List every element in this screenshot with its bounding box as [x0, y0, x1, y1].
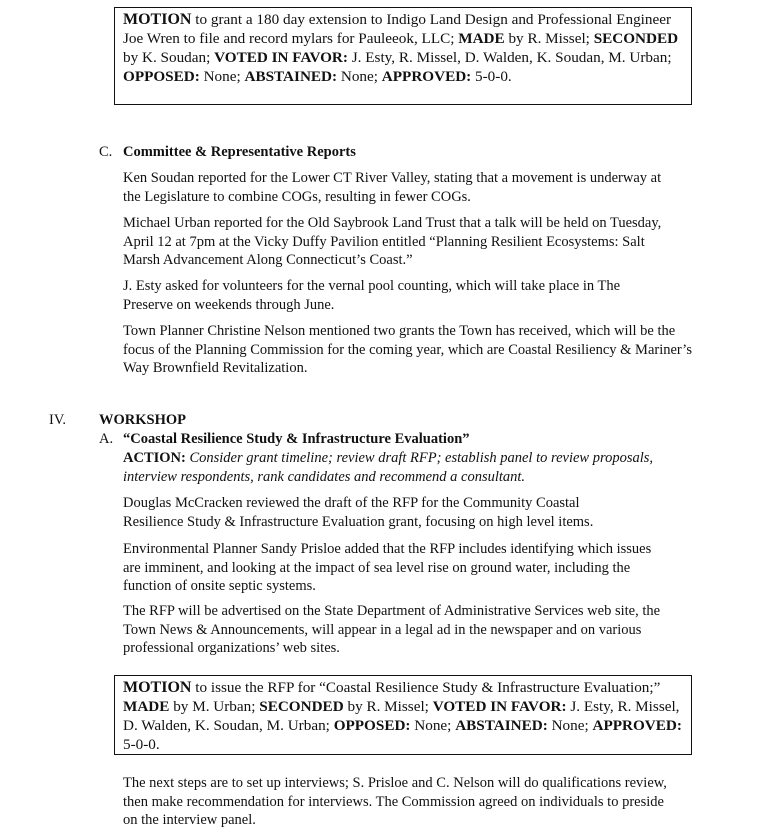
action-text: Consider grant timeline; review draft RFP; establish panel to review proposals, interview respondents, rank candidates and recommend a consultant.	[123, 450, 654, 485]
section-iv-title: WORKSHOP	[99, 412, 187, 428]
report-paragraph: J. Esty asked for volunteers for the vernal pool counting, which will take place in The Preserve on weekends through June.	[123, 278, 621, 313]
abstained-label: ABSTAINED:	[244, 68, 338, 85]
action-label: ACTION:	[123, 450, 186, 466]
closing-paragraph: The next steps are to set up interviews; S. Prisloe and C. Nelson will do qualifications review, then make recommendation for interviews. The Commission agreed on individuals to preside on the interview panel.	[123, 775, 667, 829]
motion-text: MOTION to issue the RFP for “Coastal Resilience Study & Infrastructure Evaluation;” MADE by M. Urban; SECONDED by R. Missel; VOTED IN FAVOR: J. Esty, R. Missel, D. Walden, K. Soudan, M. Urban; OPPOSED: None; ABSTAINED: None; APPROVED: 5-0-0.	[123, 679, 682, 753]
motion-box-extension	[114, 7, 692, 105]
workshop-paragraph: Douglas McCracken reviewed the draft of the RFP for the Community Coastal Resilience Study & Infrastructure Evaluation grant, focusing on high level items.	[123, 495, 594, 530]
approved-label: APPROVED:	[592, 717, 682, 734]
section-iv-marker: IV.	[49, 412, 67, 428]
workshop-paragraph: The RFP will be advertised on the State Department of Administrative Services web site, the Town News & Announcements, will appear in a legal ad in the newspaper and on various professional organizations’ web sites.	[123, 603, 661, 657]
motion-label: MOTION	[123, 11, 192, 28]
section-c-title: Committee & Representative Reports	[123, 144, 356, 160]
abstained-label: ABSTAINED:	[455, 717, 548, 734]
voted-in-favor-label: VOTED IN FAVOR:	[214, 49, 348, 66]
report-paragraph: Michael Urban reported for the Old Saybrook Land Trust that a talk will be held on Tuesday, April 12 at 7pm at the Vicky Duffy Pavilion entitled “Planning Resilient Ecosystems: Salt Marsh Advancement Along Connecticut’s Coast.”	[123, 215, 662, 269]
item-a-marker: A.	[99, 431, 114, 447]
section-c-marker: C.	[99, 144, 113, 160]
made-label: MADE	[458, 30, 505, 47]
voted-in-favor-label: VOTED IN FAVOR:	[432, 698, 567, 715]
made-label: MADE	[123, 698, 170, 715]
motion-text: MOTION to grant a 180 day extension to Indigo Land Design and Professional Engineer Joe Wren to file and record mylars for Pauleeok, LLC; MADE by R. Missel; SECONDED by K. Soudan; VOTED IN FAVOR: J. Esty, R. Missel, D. Walden, K. Soudan, M. Urban; OPPOSED: None; ABSTAINED: None; APPROVED: 5-0-0.	[123, 11, 679, 85]
report-paragraph: Town Planner Christine Nelson mentioned two grants the Town has received, which will be the focus of the Planning Commission for the coming year, which are Coastal Resiliency & Mariner’s Way Brownfield Revitalization.	[123, 323, 692, 377]
seconded-label: SECONDED	[259, 698, 344, 715]
item-a-title: “Coastal Resilience Study & Infrastructure Evaluation”	[123, 431, 470, 447]
action-paragraph	[123, 449, 683, 486]
approved-label: APPROVED:	[381, 68, 472, 85]
report-paragraph: Ken Soudan reported for the Lower CT River Valley, stating that a movement is underway at the Legislature to combine COGs, resulting in fewer COGs.	[123, 170, 662, 205]
workshop-paragraph: Environmental Planner Sandy Prisloe added that the RFP includes identifying which issues are imminent, and looking at the impact of sea level rise on ground water, including the function of onsite septic systems.	[123, 541, 652, 595]
motion-label: MOTION	[123, 679, 192, 696]
motion-box-rfp	[114, 675, 692, 755]
seconded-label: SECONDED	[593, 30, 679, 47]
opposed-label: OPPOSED:	[123, 68, 200, 85]
opposed-label: OPPOSED:	[333, 717, 411, 734]
